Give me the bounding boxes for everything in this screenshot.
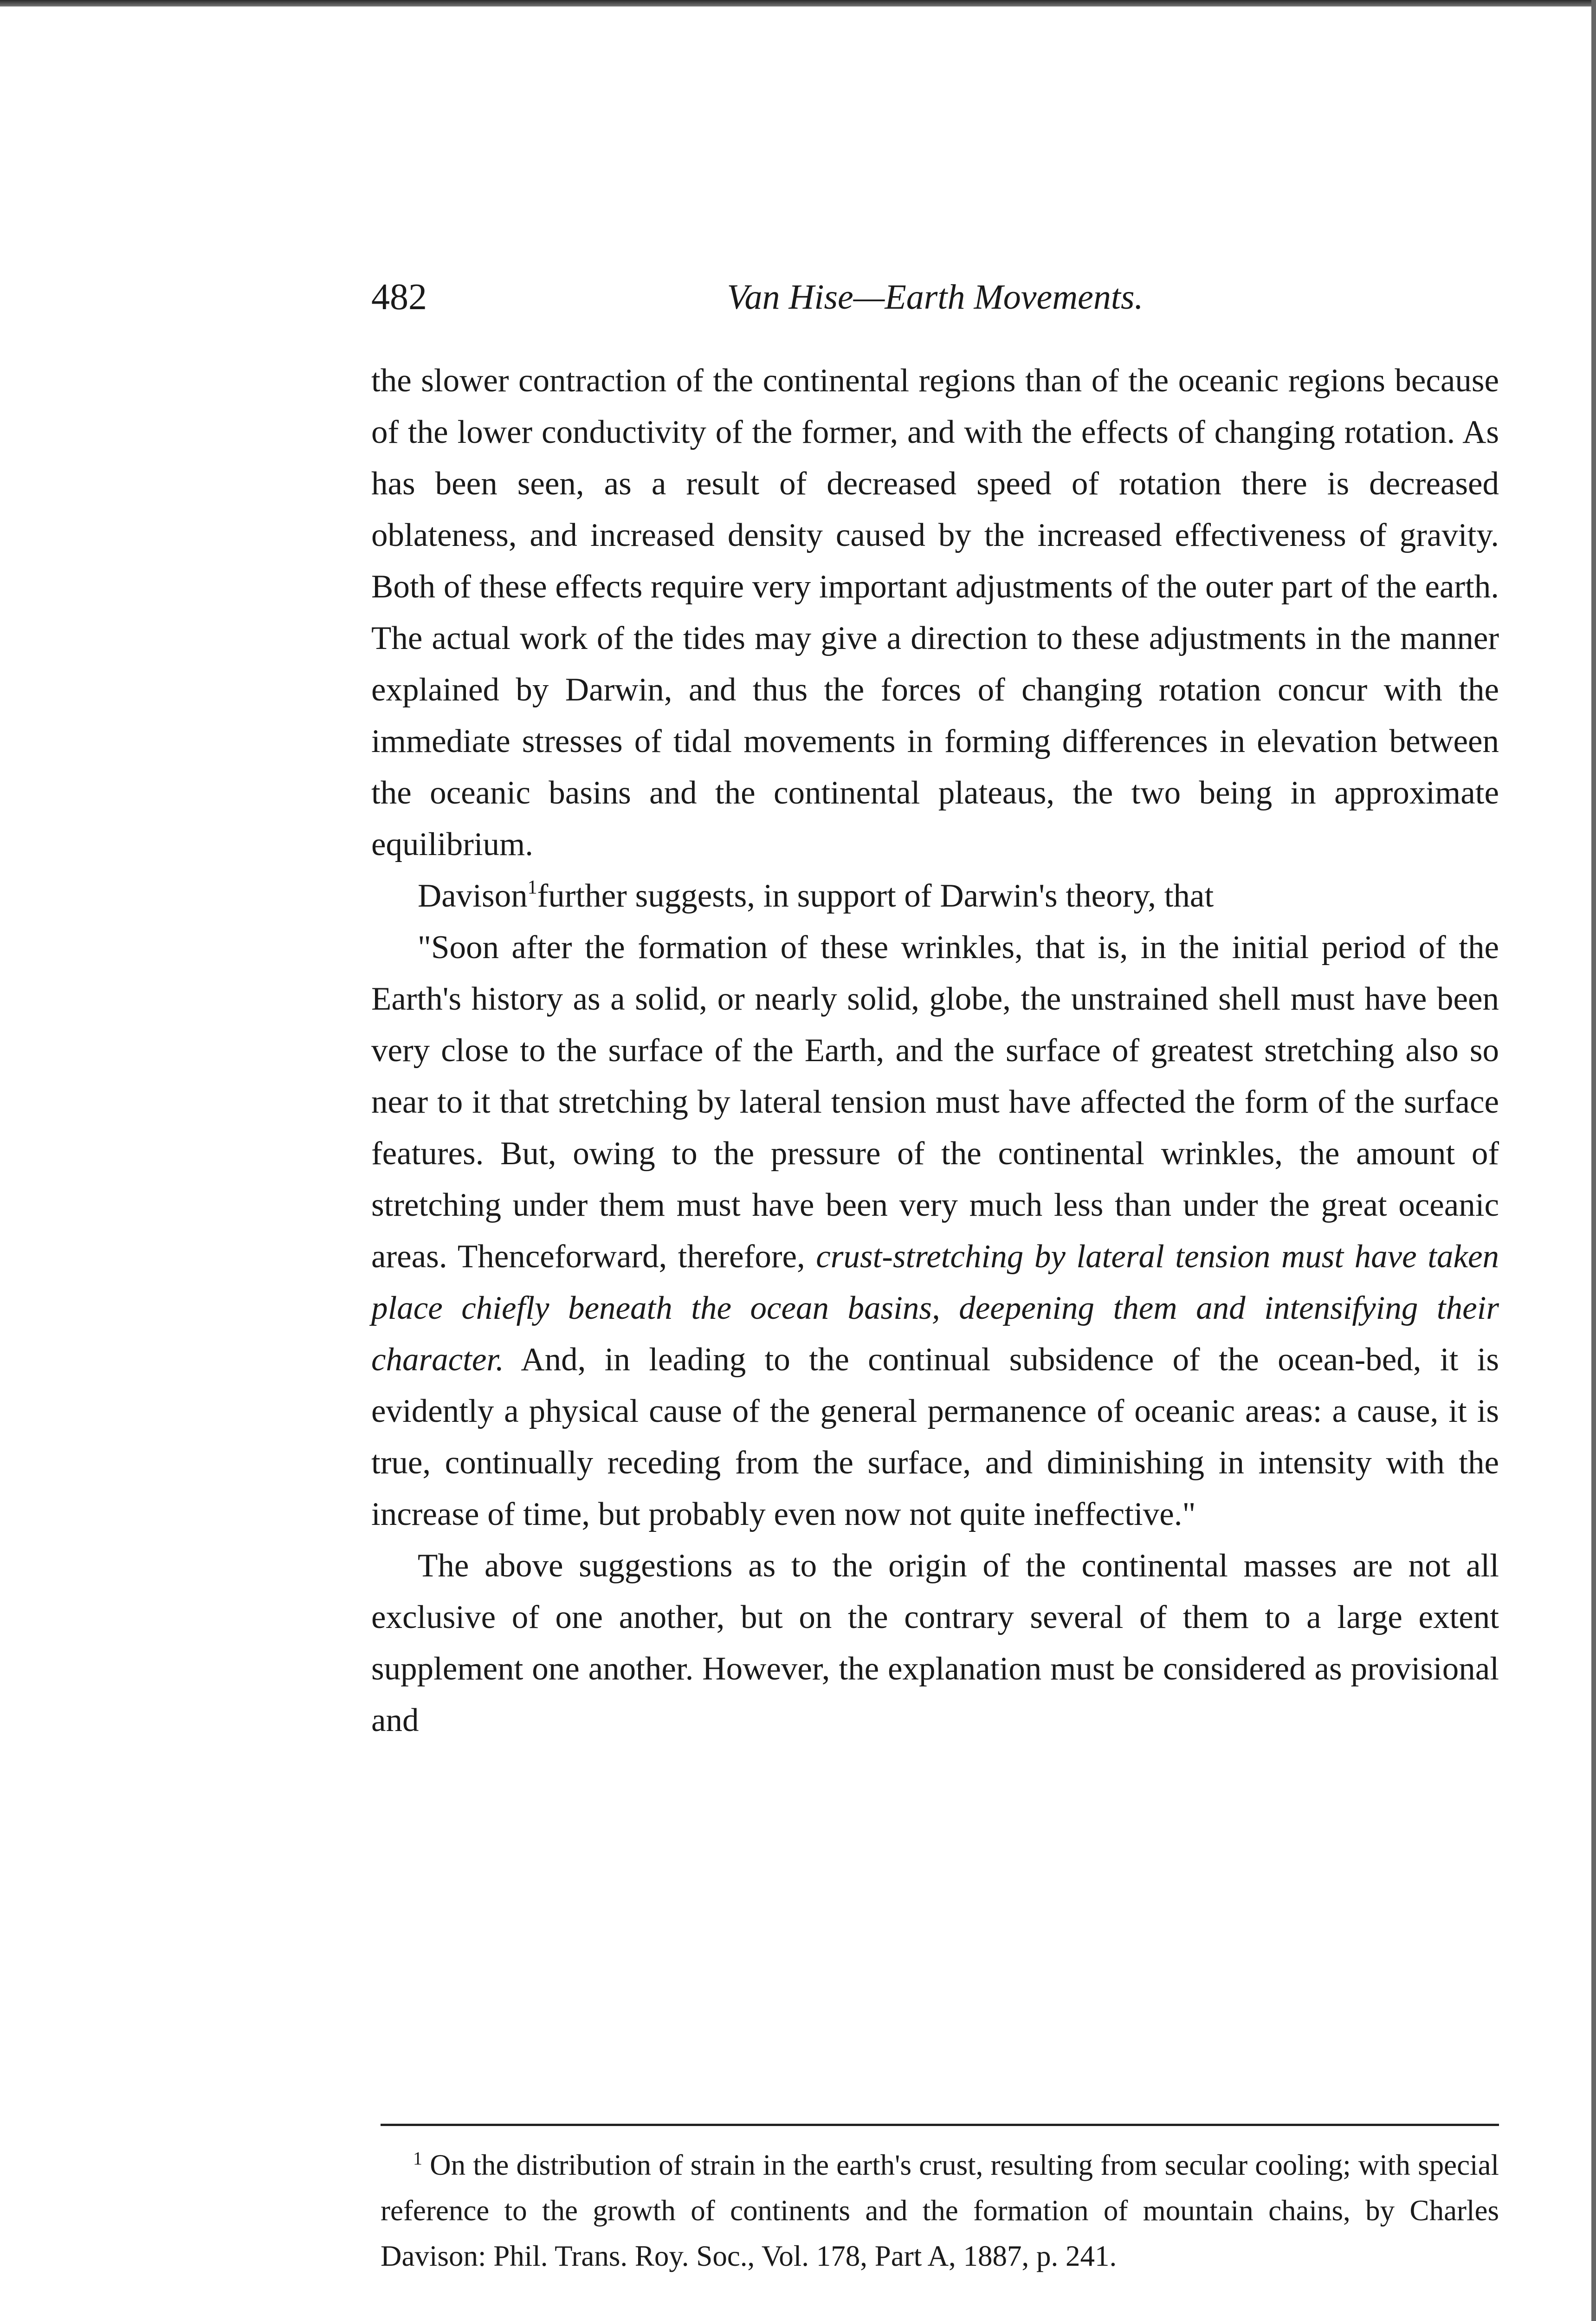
footnote-text: On the distribution of strain in the earth's crust, resulting from secular cooling; with special reference to the growth of continents and the formation of mountain chains, by Charles Davison: Phil. Trans. Roy. Soc., Vol. 178, Part A, 1887, p. 241. (381, 2149, 1499, 2272)
running-head (371, 269, 1499, 325)
paragraph-suggestions: The above suggestions as to the origin of the continental masses are not all exclusive of one another, but on the contrary several of them to a large extent supplement one another. However, the explanation must be considered as provisional and (371, 1548, 1499, 1738)
running-title: Van Hise—Earth Movements. (727, 278, 1144, 317)
quotation-part-1: "Soon after the formation of these wrinkles, that is, in the initial period of the Earth's history as a solid, or nearly solid, globe, the unstrained shell must have been very close to the surface of the Earth, and the surface of greatest stretching also so near to it that stretching by lateral tension must have affected the form of the surface features. But, owing to the pressure of the continental wrinkles, the amount of stretching under them must have been very much less than under the great oceanic areas. Thenceforward, therefore, (371, 929, 1499, 1275)
paragraph-davison-intro (371, 870, 1499, 922)
block-quotation (371, 922, 1499, 1540)
scan-top-edge (0, 0, 1596, 6)
footnote-marker: 1 (413, 2148, 422, 2169)
quotation-italic: crust-stretching by lateral tension must have taken place chiefly beneath the ocean basins, deepening them and intensifying their character. (371, 1238, 1499, 1378)
paragraph-continued: the slower contraction of the continental regions than of the oceanic regions because of the lower conductivity of the former, and with the effects of changing rotation. As has been seen, as a result of decreased speed of rotation there is decreased oblateness, and increased density caused by the increased effectiveness of gravity. Both of these effects require very important adjustments of the outer part of the earth. The actual work of the tides may give a direction to these adjustments in the manner explained by Darwin, and thus the forces of changing rotation concur with the immediate stresses of tidal movements in forming differences in elevation between the oceanic basins and the continental plateaus, the two being in approximate equilibrium. (371, 363, 1499, 862)
footnote-rule (381, 2124, 1499, 2126)
davison-intro-text: further suggests, in support of Darwin's theory, that (537, 878, 1214, 914)
page-number: 482 (371, 277, 427, 318)
body-text (371, 355, 1499, 1746)
footnote (381, 2142, 1499, 2279)
davison-name: Davison (418, 878, 528, 914)
scan-right-edge (1591, 0, 1596, 2321)
quotation-part-2: And, in leading to the continual subsidence of the ocean-bed, it is evidently a physical cause of the general permanence of oceanic areas: a cause, it is true, continually receding from the surface, and diminishing in intensity with the increase of time, but probably even now not quite ineffective." (371, 1342, 1499, 1532)
footnote-reference: 1 (527, 877, 537, 898)
